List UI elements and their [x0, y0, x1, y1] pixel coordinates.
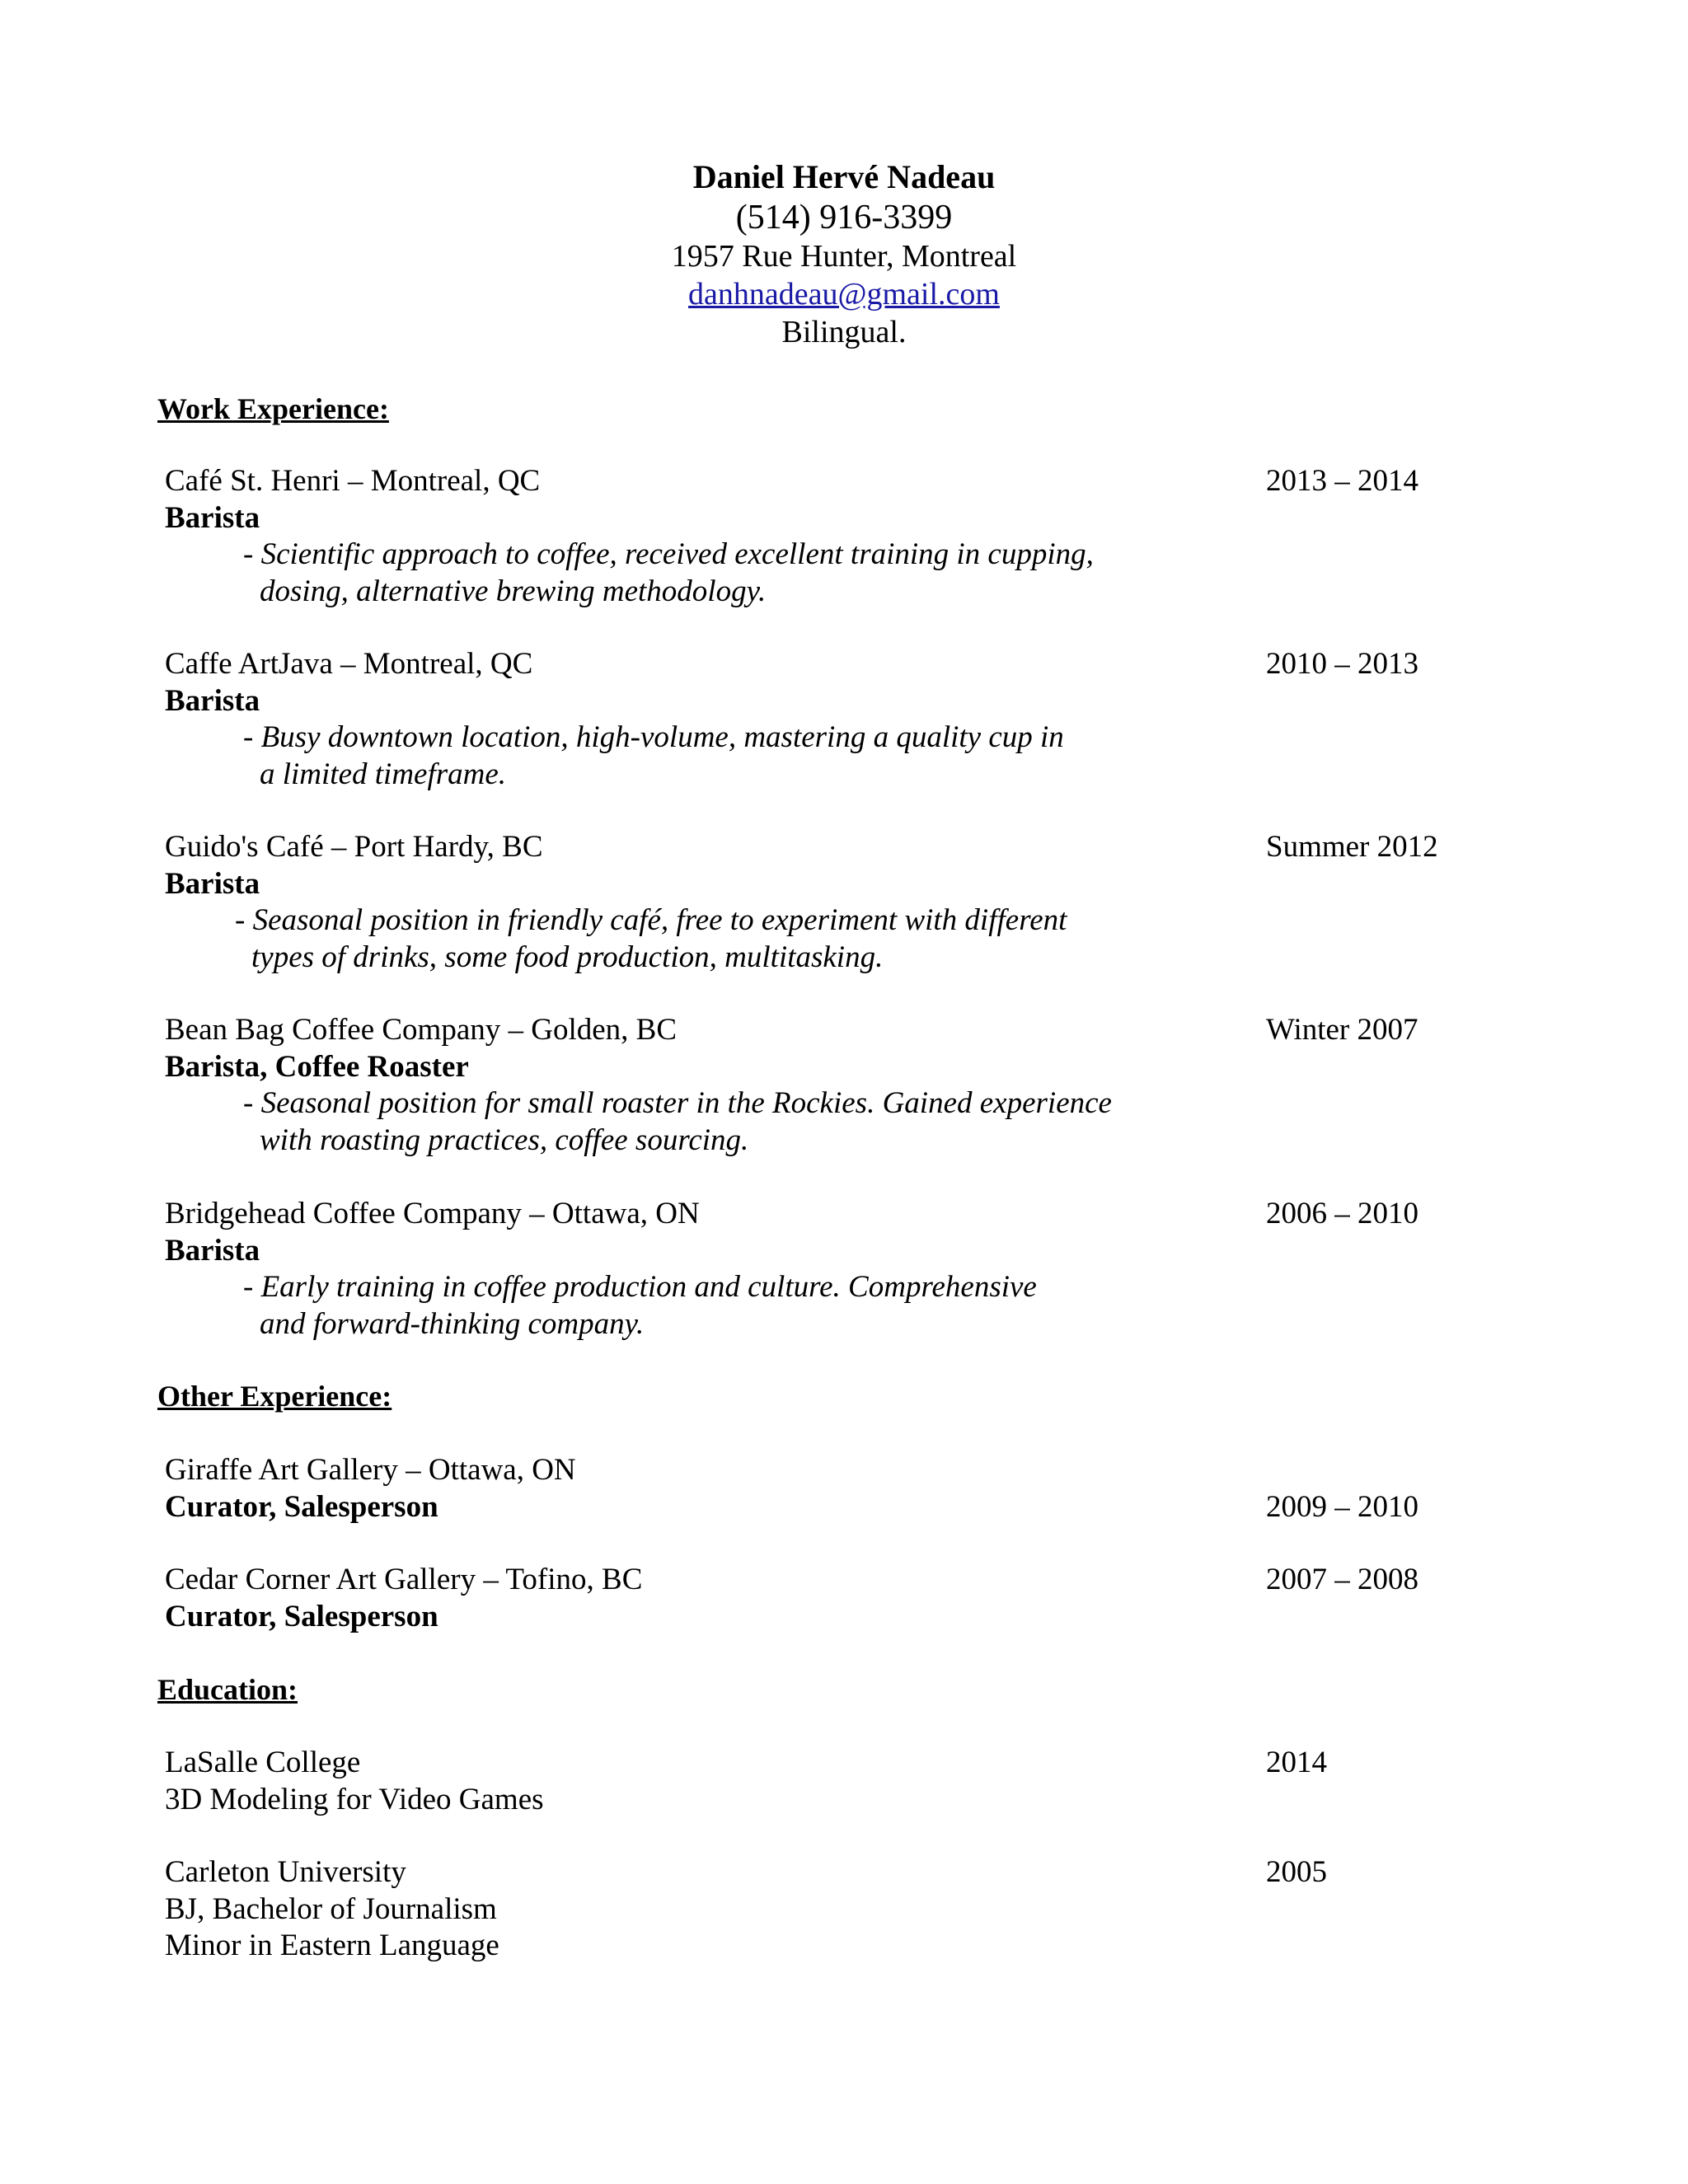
work-entry-place: Caffe ArtJava – Montreal, QC	[165, 647, 533, 681]
work-entry-description-cont: and forward-thinking company.	[260, 1306, 645, 1341]
work-entry-description: - Seasonal position for small roaster in the Rockies. Gained experience	[243, 1086, 1112, 1120]
work-entry-dates: Winter 2007	[1266, 1013, 1418, 1047]
work-entry-role: Barista	[165, 1233, 260, 1268]
education-minor: Minor in Eastern Language	[165, 1929, 499, 1962]
work-entry-role: Barista	[165, 683, 260, 718]
email-link[interactable]: danhnadeau@gmail.com	[688, 277, 1000, 312]
education-dates: 2014	[1266, 1746, 1327, 1779]
work-entry-bridgehead-coffee	[165, 1196, 1525, 1343]
work-entry-guidos-cafe	[165, 829, 1525, 976]
work-entry-role: Barista	[165, 866, 260, 901]
work-entry-role: Barista	[165, 500, 260, 535]
phone-number: (514) 916-3399	[735, 199, 953, 237]
work-entry-description-cont: types of drinks, some food production, multitasking.	[251, 940, 884, 974]
work-entry-place: Guido's Café – Port Hardy, BC	[165, 830, 543, 864]
other-experience-heading: Other Experience:	[157, 1380, 392, 1413]
work-entry-description-cont: a limited timeframe.	[260, 757, 507, 791]
work-entry-caffe-artjava	[165, 646, 1525, 793]
candidate-name: Daniel Hervé Nadeau	[692, 158, 996, 195]
work-entry-place: Bean Bag Coffee Company – Golden, BC	[165, 1013, 678, 1047]
work-entry-dates: 2013 – 2014	[1266, 464, 1418, 498]
other-entry-place: Giraffe Art Gallery – Ottawa, ON	[165, 1453, 576, 1487]
work-entry-description: - Scientific approach to coffee, received excellent training in cupping,	[243, 537, 1094, 571]
education-heading: Education:	[157, 1673, 298, 1706]
work-entry-place: Café St. Henri – Montreal, QC	[165, 464, 541, 498]
work-entry-description: - Busy downtown location, high-volume, mastering a quality cup in	[243, 720, 1064, 754]
work-experience-heading: Work Experience:	[157, 392, 389, 425]
other-entry-dates: 2009 – 2010	[1266, 1489, 1418, 1524]
work-entry-place: Bridgehead Coffee Company – Ottawa, ON	[165, 1197, 700, 1230]
work-entry-cafe-st-henri	[165, 463, 1525, 610]
work-entry-description: - Seasonal position in friendly café, free to experiment with different	[235, 903, 1067, 937]
language-note: Bilingual.	[781, 315, 907, 349]
work-entry-dates: Summer 2012	[1266, 830, 1438, 864]
education-program: 3D Modeling for Video Games	[165, 1782, 544, 1816]
work-entry-description-cont: with roasting practices, coffee sourcing.	[260, 1122, 749, 1157]
other-entry-giraffe-gallery	[165, 1452, 1525, 1526]
education-dates: 2005	[1266, 1855, 1327, 1889]
other-entry-role: Curator, Salesperson	[165, 1489, 438, 1524]
other-entry-place: Cedar Corner Art Gallery – Tofino, BC	[165, 1563, 643, 1596]
work-entry-dates: 2006 – 2010	[1266, 1197, 1418, 1230]
work-entry-description-cont: dosing, alternative brewing methodology.	[260, 574, 767, 608]
work-entry-dates: 2010 – 2013	[1266, 647, 1418, 681]
work-entry-description: - Early training in coffee production and culture. Comprehensive	[243, 1270, 1037, 1304]
other-entry-dates: 2007 – 2008	[1266, 1563, 1418, 1596]
address: 1957 Rue Hunter, Montreal	[671, 239, 1017, 274]
education-school: Carleton University	[165, 1855, 406, 1889]
education-degree: BJ, Bachelor of Journalism	[165, 1891, 497, 1926]
education-entry-lasalle	[165, 1745, 1525, 1818]
other-entry-cedar-corner-gallery	[165, 1562, 1525, 1635]
work-entry-role: Barista, Coffee Roaster	[165, 1049, 469, 1084]
education-school: LaSalle College	[165, 1746, 361, 1779]
resume-header	[0, 157, 1688, 351]
work-entry-bean-bag-coffee	[165, 1012, 1525, 1159]
education-entry-carleton	[165, 1854, 1525, 1965]
other-entry-role: Curator, Salesperson	[165, 1599, 438, 1633]
